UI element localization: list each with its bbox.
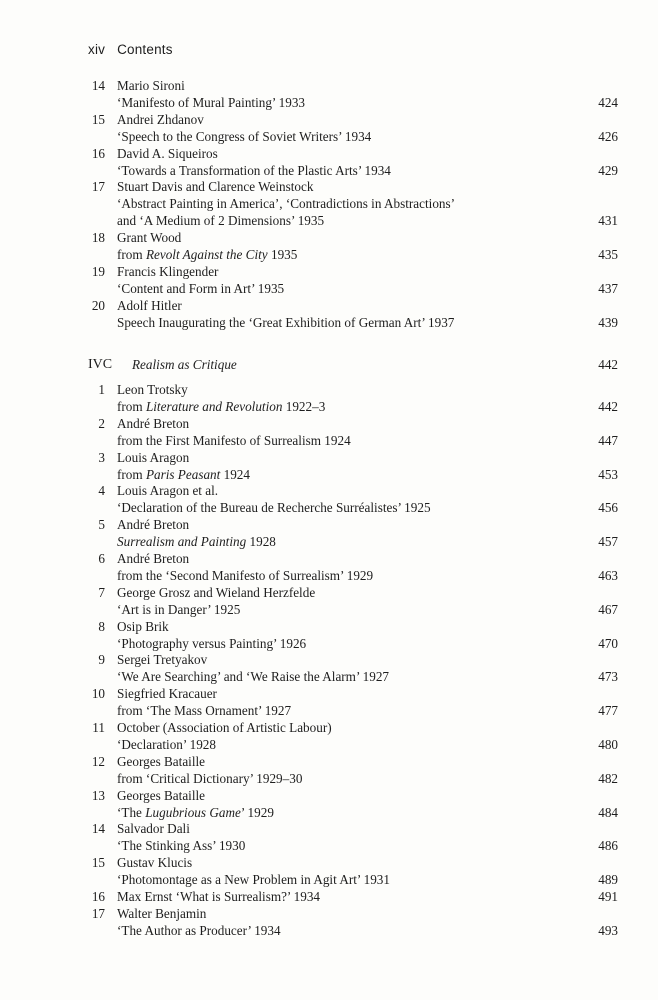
section-title: Realism as Critique: [132, 357, 237, 372]
title-segment: 1922–3: [282, 398, 326, 414]
toc-entry-title-line: [0, 499, 658, 516]
toc-entry-author-line: [0, 888, 658, 905]
title-segment: ‘Abstract Painting in America’, ‘Contradictions in Abstractions’: [117, 196, 456, 212]
entry-page-number: 431: [598, 213, 618, 229]
toc-entry-author-line: [0, 381, 658, 398]
title-segment: from ‘Critical Dictionary’ 1929–30: [117, 770, 303, 786]
entry-number: 4: [98, 483, 105, 499]
toc-entry-author-line: [0, 229, 658, 246]
toc-entry-title-line: [0, 280, 658, 297]
title-segment: ‘The Stinking Ass’ 1930: [117, 838, 246, 854]
toc-entry-author-line: [0, 111, 658, 128]
entry-title: [117, 871, 390, 888]
entry-author: Francis Klingender: [117, 263, 219, 279]
entry-title: [117, 128, 371, 145]
title-segment: ‘Speech to the Congress of Soviet Writers’ 1934: [117, 128, 372, 144]
entry-author: Walter Benjamin: [117, 905, 207, 921]
toc-entry-title-line: [0, 601, 658, 618]
toc-entry-title-line: [0, 162, 658, 179]
entry-page-number: 435: [598, 247, 618, 262]
toc-entry-title-line: [0, 837, 658, 854]
title-segment: ‘Declaration’ 1928: [117, 736, 216, 752]
entry-number: 12: [91, 753, 105, 769]
entry-page-number: 470: [598, 635, 618, 651]
toc-entry-title-line: [0, 702, 658, 719]
toc-entry-title-line: [0, 736, 658, 753]
entry-page-number: 456: [598, 500, 618, 516]
entry-page-number: 482: [598, 770, 618, 786]
entry-page-number: 491: [598, 889, 618, 904]
entry-page-number: 477: [598, 703, 618, 719]
title-segment: from the First Manifesto of Surrealism 1924: [117, 432, 351, 448]
toc-entry-author-line: [0, 145, 658, 162]
title-segment: ‘Manifesto of Mural Painting’ 1933: [117, 94, 306, 110]
entry-title: [117, 398, 325, 415]
entry-page-number: 463: [598, 567, 618, 583]
entry-page-number: 473: [598, 669, 618, 685]
toc-entry-author-line: [0, 415, 658, 432]
entry-number: 6: [98, 551, 105, 566]
entry-number: 9: [98, 652, 105, 668]
toc-entry-author-line: [0, 618, 658, 635]
entry-author: October (Association of Artistic Labour): [117, 720, 332, 735]
title-segment: ‘Declaration of the Bureau de Recherche Surréalistes’ 1925: [117, 500, 431, 516]
italic-title-segment: Revolt Against the City: [145, 247, 268, 262]
toc-entry-title-line: [0, 432, 658, 449]
toc-entry-author-line: [0, 905, 658, 922]
title-segment: ‘The Author as Producer’ 1934: [117, 922, 281, 938]
entry-number: 19: [91, 263, 105, 279]
entry-page-number: 442: [598, 398, 618, 414]
entry-title: [117, 770, 302, 787]
toc-entry-title-line: [0, 804, 658, 821]
entry-title: [117, 601, 240, 618]
entry-title: [117, 533, 276, 550]
entry-title: [117, 314, 454, 331]
entry-author: Sergei Tretyakov: [117, 652, 208, 668]
toc-entry-title-line: [0, 567, 658, 584]
entry-page-number: 493: [598, 922, 618, 938]
entry-number: 14: [91, 821, 105, 837]
toc-entry-title-line: [0, 212, 658, 229]
entry-title: [117, 432, 351, 449]
toc-entry-title-line: [0, 668, 658, 685]
entry-title: [117, 922, 281, 939]
italic-title-segment: Paris Peasant: [145, 466, 221, 482]
entry-number: 11: [92, 720, 105, 735]
section-heading: [0, 356, 658, 373]
toc-entry-author-line: [0, 449, 658, 466]
toc-entry-author-line: [0, 263, 658, 280]
entry-author: Mario Sironi: [117, 78, 185, 93]
section-page-number: 442: [598, 357, 618, 372]
entry-page-number: 486: [598, 838, 618, 854]
entry-title: [117, 702, 291, 719]
toc-entry-author-line: [0, 297, 658, 314]
entry-title: [117, 567, 373, 584]
entry-title: [117, 246, 297, 263]
entry-number: 15: [91, 855, 105, 871]
toc-entry-title-line: [0, 466, 658, 483]
toc-entry-author-line: [0, 77, 658, 94]
toc-entry-author-line: [0, 854, 658, 871]
toc-entry-title-line: [0, 195, 658, 212]
entry-author: Grant Wood: [117, 230, 182, 246]
entry-author: Stuart Davis and Clarence Weinstock: [117, 179, 314, 195]
entry-number: 14: [91, 78, 105, 93]
entry-author: André Breton: [117, 415, 190, 431]
entry-page-number: 453: [598, 466, 618, 482]
toc-entry-title-line: [0, 635, 658, 652]
entry-page-number: 424: [598, 94, 618, 110]
title-segment: ‘The: [117, 804, 146, 820]
entry-number: 13: [91, 787, 105, 803]
title-segment: from: [117, 466, 146, 482]
toc-entry-author-line: [0, 685, 658, 702]
entry-author: Adolf Hitler: [117, 297, 182, 313]
section-number: IVC: [88, 357, 113, 372]
toc-entry-author-line: [0, 753, 658, 770]
entry-author: Siegfried Kracauer: [117, 686, 217, 702]
entry-title: [117, 804, 274, 821]
entry-author: Leon Trotsky: [117, 382, 188, 397]
running-head: [88, 42, 173, 57]
title-segment: ‘Photography versus Painting’ 1926: [117, 635, 307, 651]
entry-title: [117, 162, 391, 179]
entry-page-number: 467: [598, 601, 618, 617]
toc-entry-title-line: [0, 922, 658, 939]
entry-number: 10: [91, 686, 105, 702]
title-segment: ’ 1929: [240, 804, 274, 820]
entry-number: 17: [91, 179, 105, 195]
entry-page-number: 437: [598, 280, 618, 296]
entry-title: [117, 195, 455, 212]
italic-title-segment: Literature and Revolution: [145, 398, 283, 414]
italic-title-segment: Surrealism and Painting: [117, 534, 247, 550]
title-segment: from ‘The Mass Ornament’ 1927: [117, 703, 292, 719]
toc-entry-title-line: [0, 398, 658, 415]
entry-number: 16: [91, 889, 105, 904]
entry-author: André Breton: [117, 517, 190, 533]
title-segment: ‘We Are Searching’ and ‘We Raise the Alarm’ 1927: [117, 669, 390, 685]
entry-title-continued: [117, 212, 324, 229]
title-segment: 1935: [267, 247, 298, 262]
entry-author: Louis Aragon et al.: [117, 483, 219, 499]
toc-entry-title-line: [0, 314, 658, 331]
entry-page-number: 426: [598, 128, 618, 144]
entry-page-number: 457: [598, 534, 618, 550]
entry-number: 16: [91, 145, 105, 161]
title-segment: Speech Inaugurating the ‘Great Exhibition of German Art’ 1937: [117, 314, 455, 330]
entry-number: 8: [98, 618, 105, 634]
title-segment: from: [117, 398, 146, 414]
entry-title: [117, 280, 284, 297]
title-segment: ‘Towards a Transformation of the Plastic Arts’ 1934: [117, 162, 391, 178]
entry-page-number: 439: [598, 314, 618, 330]
toc-entry-title-line: [0, 94, 658, 111]
title-segment: 1924: [220, 466, 250, 482]
italic-title-segment: Lugubrious Game: [145, 804, 241, 820]
entry-title: [117, 837, 245, 854]
entry-author: Louis Aragon: [117, 449, 190, 465]
toc-entry-author-line: [0, 651, 658, 668]
toc-entry-author-line: [0, 178, 658, 195]
entry-author: Georges Bataille: [117, 753, 206, 769]
entry-page-number: 484: [598, 804, 618, 820]
entry-title: [117, 499, 431, 516]
toc-entry-author-line: [0, 584, 658, 601]
entry-title: [117, 668, 389, 685]
entry-number: 1: [98, 382, 105, 397]
toc-entry-author-line: [0, 550, 658, 567]
title-segment: 1928: [246, 534, 276, 550]
toc-entry-title-line: [0, 770, 658, 787]
entry-page-number: 480: [598, 736, 618, 752]
entry-number: 7: [98, 584, 105, 600]
page-folio: xiv: [88, 42, 106, 57]
entry-title: [117, 635, 306, 652]
title-segment: from: [117, 247, 146, 262]
toc-entry-author-line: [0, 516, 658, 533]
title-segment: ‘Content and Form in Art’ 1935: [117, 280, 285, 296]
toc-entry-title-line: [0, 533, 658, 550]
title-segment: from the ‘Second Manifesto of Surrealism’ 1929: [117, 567, 374, 583]
toc-entry-author-line: [0, 820, 658, 837]
entry-page-number: 447: [598, 432, 618, 448]
toc-entry-author-line: [0, 719, 658, 736]
entry-author: Gustav Klucis: [117, 855, 193, 871]
toc-entry-title-line: [0, 871, 658, 888]
entry-title: [117, 466, 250, 483]
entry-author: Georges Bataille: [117, 787, 206, 803]
entry-title: [117, 94, 305, 111]
entry-page-number: 429: [598, 162, 618, 178]
entry-number: 3: [98, 449, 105, 465]
toc-entry-author-line: [0, 787, 658, 804]
title-segment: ‘Art is in Danger’ 1925: [117, 601, 241, 617]
toc-entry-author-line: [0, 482, 658, 499]
entry-author: Osip Brik: [117, 618, 169, 634]
entry-page-number: 489: [598, 872, 618, 888]
entry-author: Salvador Dali: [117, 821, 190, 837]
entry-number: 5: [98, 517, 105, 533]
entry-number: 17: [91, 905, 105, 921]
entry-author: Andrei Zhdanov: [117, 111, 204, 127]
entry-author: David A. Siqueiros: [117, 145, 218, 161]
running-head-title: Contents: [117, 42, 173, 57]
entry-author: Max Ernst ‘What is Surrealism?’ 1934: [117, 889, 321, 904]
title-segment: and ‘A Medium of 2 Dimensions’ 1935: [117, 213, 325, 229]
entry-author: André Breton: [117, 551, 190, 566]
title-segment: ‘Photomontage as a New Problem in Agit Art’ 1931: [117, 872, 390, 888]
entry-number: 18: [91, 230, 105, 246]
entry-number: 20: [91, 297, 105, 313]
toc-entry-title-line: [0, 128, 658, 145]
entry-author: George Grosz and Wieland Herzfelde: [117, 584, 316, 600]
entry-title: [117, 736, 216, 753]
toc-entry-title-line: [0, 246, 658, 263]
entry-number: 2: [98, 415, 105, 431]
entry-number: 15: [91, 111, 105, 127]
